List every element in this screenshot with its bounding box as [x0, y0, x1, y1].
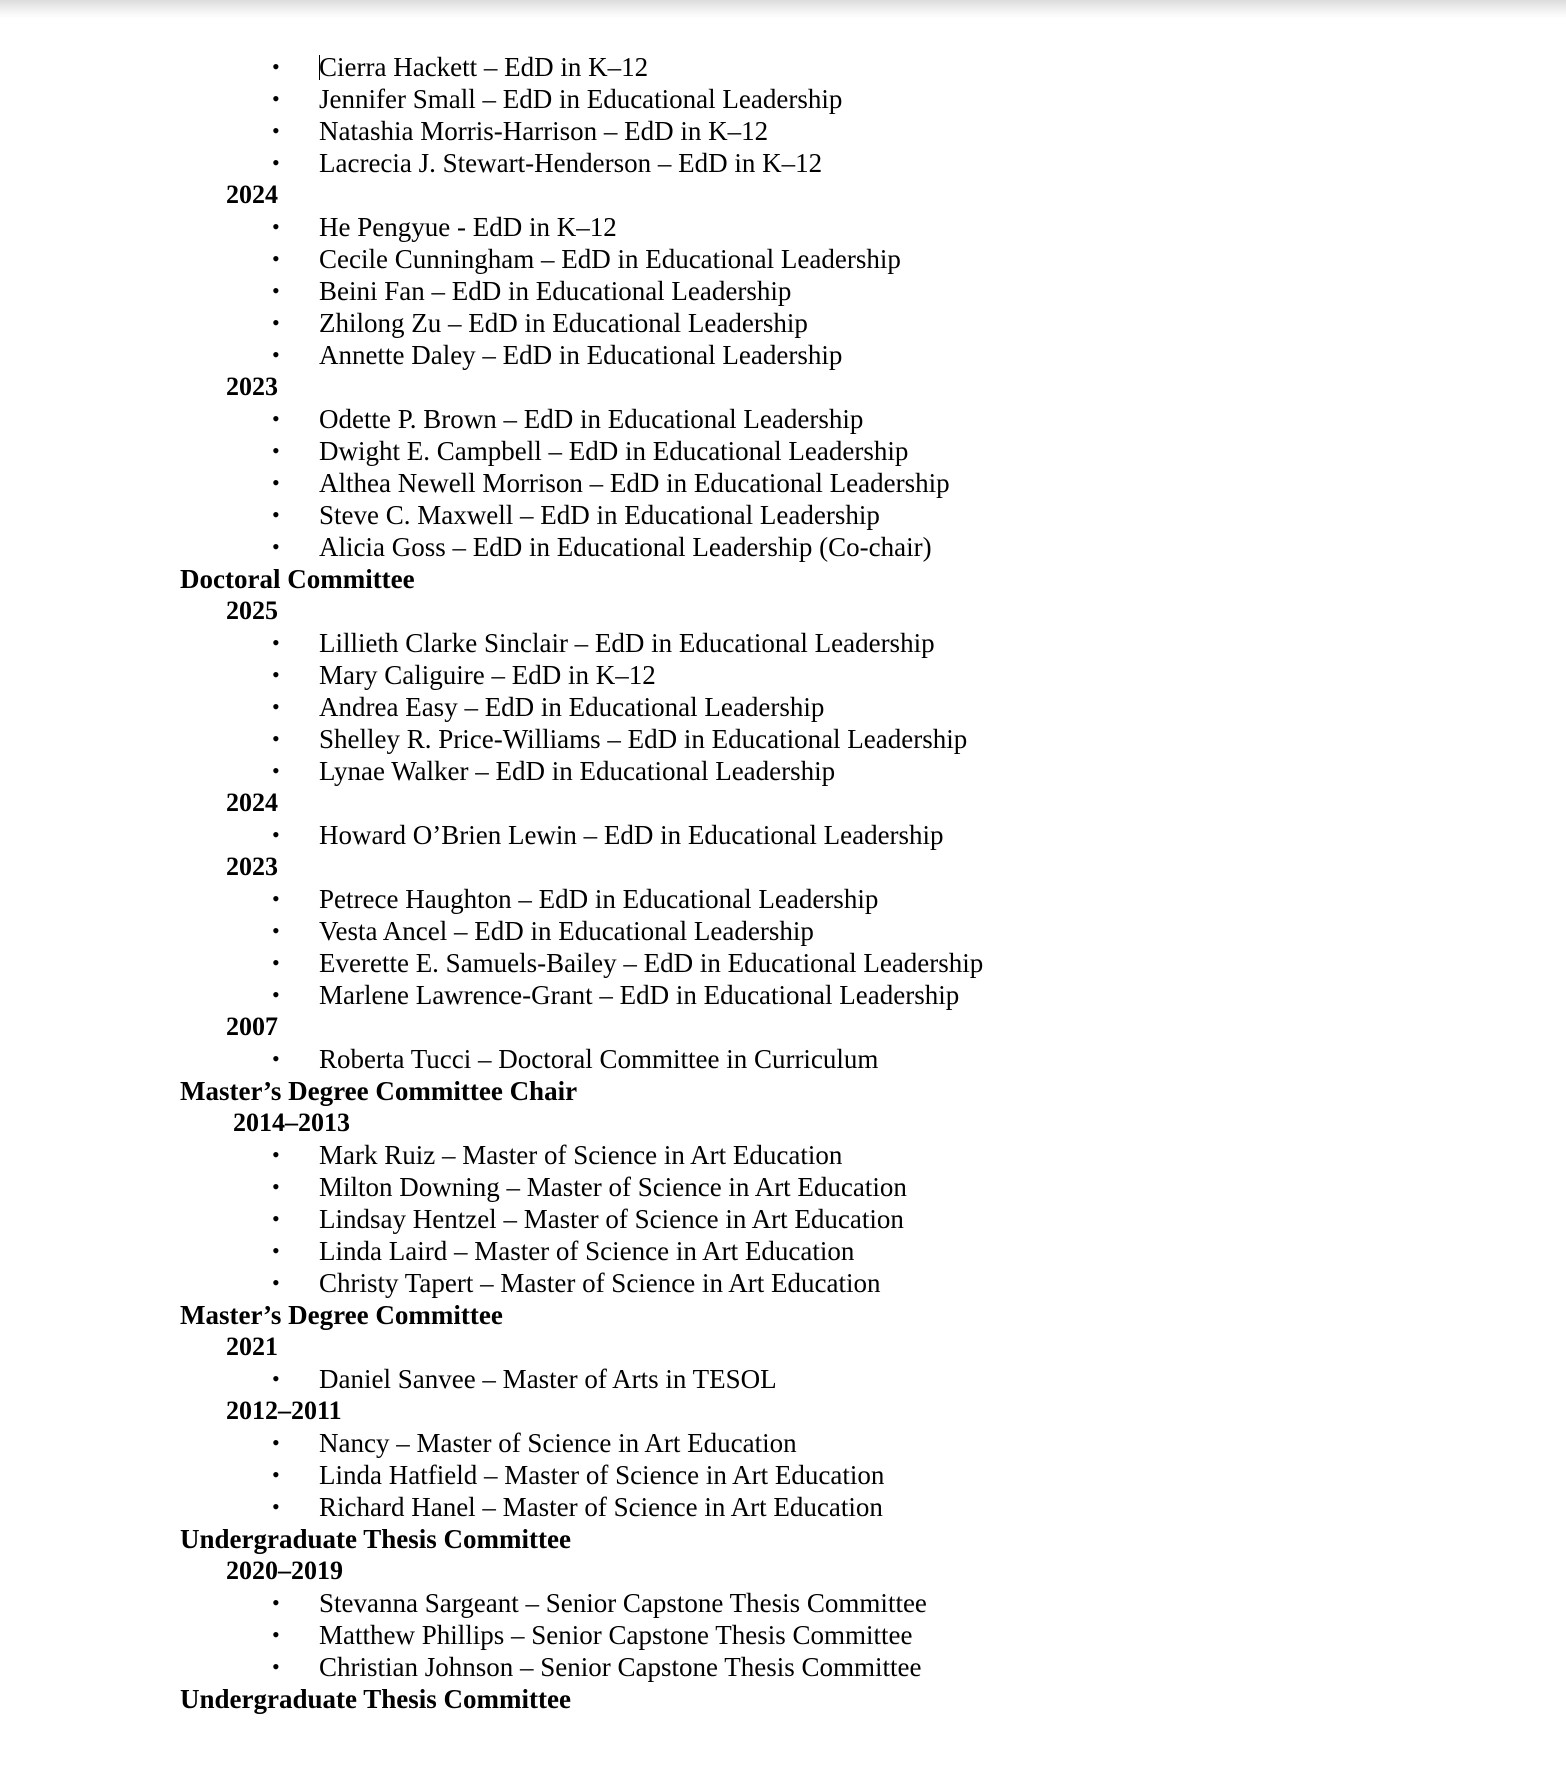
list-item-text: Linda Laird – Master of Science in Art Education [319, 1236, 855, 1266]
year-heading: 2025 [226, 596, 278, 625]
list-item [0, 883, 1566, 915]
list-item [0, 1043, 1566, 1075]
list-item [0, 115, 1566, 147]
list-item-text: Shelley R. Price-Williams – EdD in Educational Leadership [319, 724, 968, 754]
list-item [0, 275, 1566, 307]
list-item-text: Vesta Ancel – EdD in Educational Leadership [319, 916, 814, 946]
bullet-icon: • [272, 1238, 280, 1263]
list-item-text: Howard O’Brien Lewin – EdD in Educational Leadership [319, 820, 944, 850]
list-item-text: Beini Fan – EdD in Educational Leadership [319, 276, 792, 306]
list-item-text: Cierra Hackett – EdD in K–12 [319, 52, 649, 82]
list-item [0, 435, 1566, 467]
list-item-text: Daniel Sanvee – Master of Arts in TESOL [319, 1364, 777, 1394]
list-item [0, 819, 1566, 851]
list-item-text: Odette P. Brown – EdD in Educational Leadership [319, 404, 864, 434]
bullet-icon: • [272, 470, 280, 495]
list [0, 51, 1566, 179]
list-item [0, 243, 1566, 275]
year-heading: 2007 [226, 1012, 278, 1041]
document-page[interactable] [0, 51, 1566, 1715]
bullet-icon: • [272, 502, 280, 527]
list-item-text: Lillieth Clarke Sinclair – EdD in Educational Leadership [319, 628, 935, 658]
list-item-text: Cecile Cunningham – EdD in Educational Leadership [319, 244, 901, 274]
list-item-text: Steve C. Maxwell – EdD in Educational Leadership [319, 500, 880, 530]
list-item [0, 1171, 1566, 1203]
bullet-icon: • [272, 214, 280, 239]
section-heading-doctoral-committee: Doctoral Committee [180, 564, 415, 594]
bullet-icon: • [272, 1622, 280, 1647]
list-item-text: Richard Hanel – Master of Science in Art Education [319, 1492, 883, 1522]
list-item-text: Lynae Walker – EdD in Educational Leadership [319, 756, 836, 786]
list-item [0, 339, 1566, 371]
list-item [0, 1427, 1566, 1459]
list-item [0, 1459, 1566, 1491]
list [0, 883, 1566, 1011]
list-item [0, 211, 1566, 243]
bullet-icon: • [272, 886, 280, 911]
bullet-icon: • [272, 630, 280, 655]
year-heading: 2023 [226, 852, 278, 881]
list-item-text: Christian Johnson – Senior Capstone Thesis Committee [319, 1652, 922, 1682]
list [0, 211, 1566, 371]
bullet-icon: • [272, 950, 280, 975]
list-item [0, 691, 1566, 723]
list-item [0, 915, 1566, 947]
list-item-text: Mark Ruiz – Master of Science in Art Education [319, 1140, 843, 1170]
list-item [0, 1363, 1566, 1395]
bullet-icon: • [272, 86, 280, 111]
list-item-text: Lacrecia J. Stewart-Henderson – EdD in K–12 [319, 148, 823, 178]
list-item-text: Roberta Tucci – Doctoral Committee in Curriculum [319, 1044, 879, 1074]
list [0, 1139, 1566, 1299]
bullet-icon: • [272, 1366, 280, 1391]
bullet-icon: • [272, 534, 280, 559]
bullet-icon: • [272, 150, 280, 175]
bullet-icon: • [272, 758, 280, 783]
bullet-icon: • [272, 1046, 280, 1071]
list-item [0, 403, 1566, 435]
bullet-icon: • [272, 1430, 280, 1455]
bullet-icon: • [272, 406, 280, 431]
list [0, 819, 1566, 851]
list-item [0, 1267, 1566, 1299]
bullet-icon: • [272, 438, 280, 463]
list-item-text: Petrece Haughton – EdD in Educational Leadership [319, 884, 879, 914]
bullet-icon: • [272, 822, 280, 847]
bullet-icon: • [272, 1270, 280, 1295]
bullet-icon: • [272, 246, 280, 271]
bullet-icon: • [272, 982, 280, 1007]
list-item-text: Marlene Lawrence-Grant – EdD in Educational Leadership [319, 980, 960, 1010]
year-heading: 2024 [226, 788, 278, 817]
list [0, 403, 1566, 563]
list-item [0, 51, 1566, 83]
list-item [0, 83, 1566, 115]
list-item [0, 1235, 1566, 1267]
list-item-text: He Pengyue - EdD in K–12 [319, 212, 617, 242]
bullet-icon: • [272, 1462, 280, 1487]
list-item-text: Alicia Goss – EdD in Educational Leadership (Co-chair) [319, 532, 932, 562]
list-item [0, 307, 1566, 339]
list-item-text: Everette E. Samuels-Bailey – EdD in Educational Leadership [319, 948, 984, 978]
list-item [0, 723, 1566, 755]
list [0, 1043, 1566, 1075]
bullet-icon: • [272, 1174, 280, 1199]
list-item-text: Lindsay Hentzel – Master of Science in Art Education [319, 1204, 904, 1234]
list-item [0, 147, 1566, 179]
list [0, 1587, 1566, 1683]
list-item-text: Nancy – Master of Science in Art Education [319, 1428, 797, 1458]
list-item-text: Matthew Phillips – Senior Capstone Thesis Committee [319, 1620, 913, 1650]
list-item-text: Milton Downing – Master of Science in Art Education [319, 1172, 907, 1202]
bullet-icon: • [272, 118, 280, 143]
list-item [0, 627, 1566, 659]
list [0, 627, 1566, 787]
section-heading-undergrad-thesis: Undergraduate Thesis Committee [180, 1684, 571, 1714]
year-heading: 2023 [226, 372, 278, 401]
list-item-text: Linda Hatfield – Master of Science in Art Education [319, 1460, 885, 1490]
bullet-icon: • [272, 726, 280, 751]
year-heading: 2021 [226, 1332, 278, 1361]
section-heading-masters-chair: Master’s Degree Committee Chair [180, 1076, 578, 1106]
list-item-text: Dwight E. Campbell – EdD in Educational Leadership [319, 436, 909, 466]
bullet-icon: • [272, 694, 280, 719]
list-item [0, 1587, 1566, 1619]
list-item [0, 1139, 1566, 1171]
list-item [0, 1491, 1566, 1523]
bullet-icon: • [272, 1494, 280, 1519]
list-item [0, 1203, 1566, 1235]
section-heading-masters-committee: Master’s Degree Committee [180, 1300, 503, 1330]
bullet-icon: • [272, 310, 280, 335]
bullet-icon: • [272, 1654, 280, 1679]
list-item [0, 1619, 1566, 1651]
bullet-icon: • [272, 342, 280, 367]
list-item [0, 659, 1566, 691]
list-item-text: Stevanna Sargeant – Senior Capstone Thesis Committee [319, 1588, 927, 1618]
list-item-text: Mary Caliguire – EdD in K–12 [319, 660, 656, 690]
bullet-icon: • [272, 1206, 280, 1231]
list-item [0, 531, 1566, 563]
list-item [0, 979, 1566, 1011]
bullet-icon: • [272, 54, 280, 79]
year-heading: 2024 [226, 180, 278, 209]
viewer-top-shadow [0, 0, 1566, 18]
list-item [0, 499, 1566, 531]
bullet-icon: • [272, 662, 280, 687]
list-item [0, 467, 1566, 499]
bullet-icon: • [272, 1590, 280, 1615]
bullet-icon: • [272, 278, 280, 303]
list-item-text: Natashia Morris-Harrison – EdD in K–12 [319, 116, 769, 146]
list-item-text: Zhilong Zu – EdD in Educational Leadership [319, 308, 808, 338]
list [0, 1427, 1566, 1523]
list-item [0, 755, 1566, 787]
list [0, 1363, 1566, 1395]
section-heading-undergrad-thesis: Undergraduate Thesis Committee [180, 1524, 571, 1554]
list-item-text: Annette Daley – EdD in Educational Leadership [319, 340, 843, 370]
bullet-icon: • [272, 1142, 280, 1167]
year-heading: 2012–2011 [226, 1396, 342, 1425]
list-item [0, 947, 1566, 979]
year-heading: 2020–2019 [226, 1556, 343, 1585]
list-item [0, 1651, 1566, 1683]
list-item-text: Althea Newell Morrison – EdD in Educational Leadership [319, 468, 950, 498]
year-heading: 2014–2013 [233, 1108, 350, 1137]
list-item-text: Jennifer Small – EdD in Educational Leadership [319, 84, 843, 114]
bullet-icon: • [272, 918, 280, 943]
list-item-text: Andrea Easy – EdD in Educational Leadership [319, 692, 825, 722]
list-item-text: Christy Tapert – Master of Science in Art Education [319, 1268, 881, 1298]
